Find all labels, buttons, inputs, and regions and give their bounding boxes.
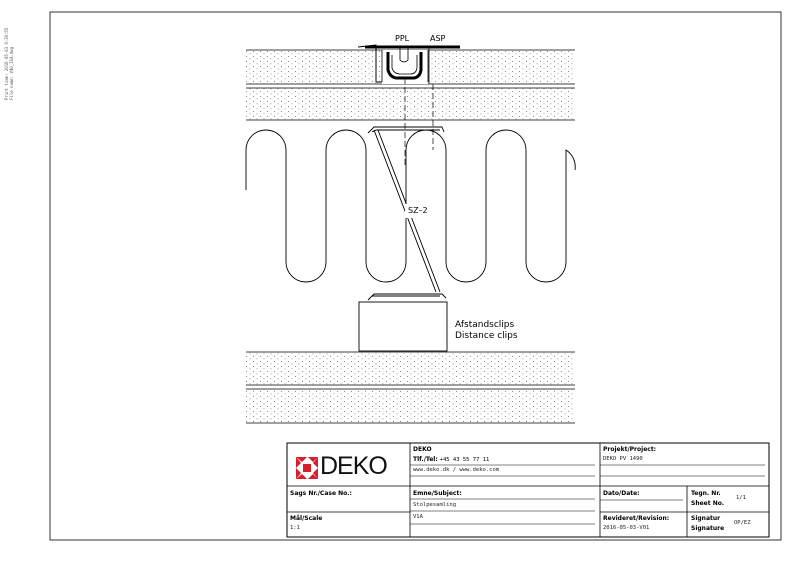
print-time: Print time: 2016-05-03 9:39:55 [4, 27, 9, 100]
sz2-profile [368, 127, 446, 300]
subject-value: Stolpesamling [413, 502, 457, 508]
project-value: DEKO PV 1490 [603, 456, 643, 462]
file-name: File name: V40_ISA.dwg [9, 47, 14, 100]
signature-value: OP/EZ [734, 520, 751, 526]
date-label: Dato/Date: [603, 490, 640, 497]
scale-label: Mål/Scale [290, 515, 323, 522]
lower-panel [246, 352, 575, 423]
sz2-label: SZ–2 [408, 206, 428, 215]
signature-label-1: Signatur [691, 515, 721, 522]
deko-logo-text: DEKO [320, 452, 387, 480]
sheet-label-2: Sheet No. [691, 500, 725, 507]
case-label: Sags Nr./Case No.: [290, 490, 352, 497]
revision-value: 2016-05-03-V01 [603, 525, 650, 531]
asp-label: ASP [430, 34, 446, 43]
distance-clip-block [359, 302, 447, 351]
lower-panel-bottom-layer [246, 389, 575, 423]
signature-label-2: Signature [691, 525, 725, 532]
company-name: DEKO [413, 446, 432, 453]
upper-panel-bottom-layer [246, 88, 575, 120]
company-web: www.deko.dk / www.deko.com [413, 467, 500, 473]
sheet-value: 1/1 [736, 495, 746, 501]
revision-label: Revideret/Revision: [603, 515, 670, 522]
deko-logo-mark [296, 457, 318, 479]
sheet-label-1: Tegn. Nr. [691, 490, 721, 497]
phone-label: Tlf./Tel: [413, 456, 438, 463]
phone-value: +45 43 55 77 11 [439, 457, 490, 463]
lower-panel-top-layer [246, 352, 575, 385]
ppl-label: PPL [395, 34, 410, 43]
drawing-value: V1A [413, 514, 423, 520]
scale-value: 1:1 [290, 525, 300, 531]
distance-clips-label: Distance clips [455, 331, 518, 341]
afstandsclips-label: Afstandsclips [455, 320, 515, 330]
company-phone [413, 456, 489, 464]
project-label: Projekt/Project: [603, 446, 657, 453]
subject-label: Emne/Subject: [413, 490, 462, 497]
